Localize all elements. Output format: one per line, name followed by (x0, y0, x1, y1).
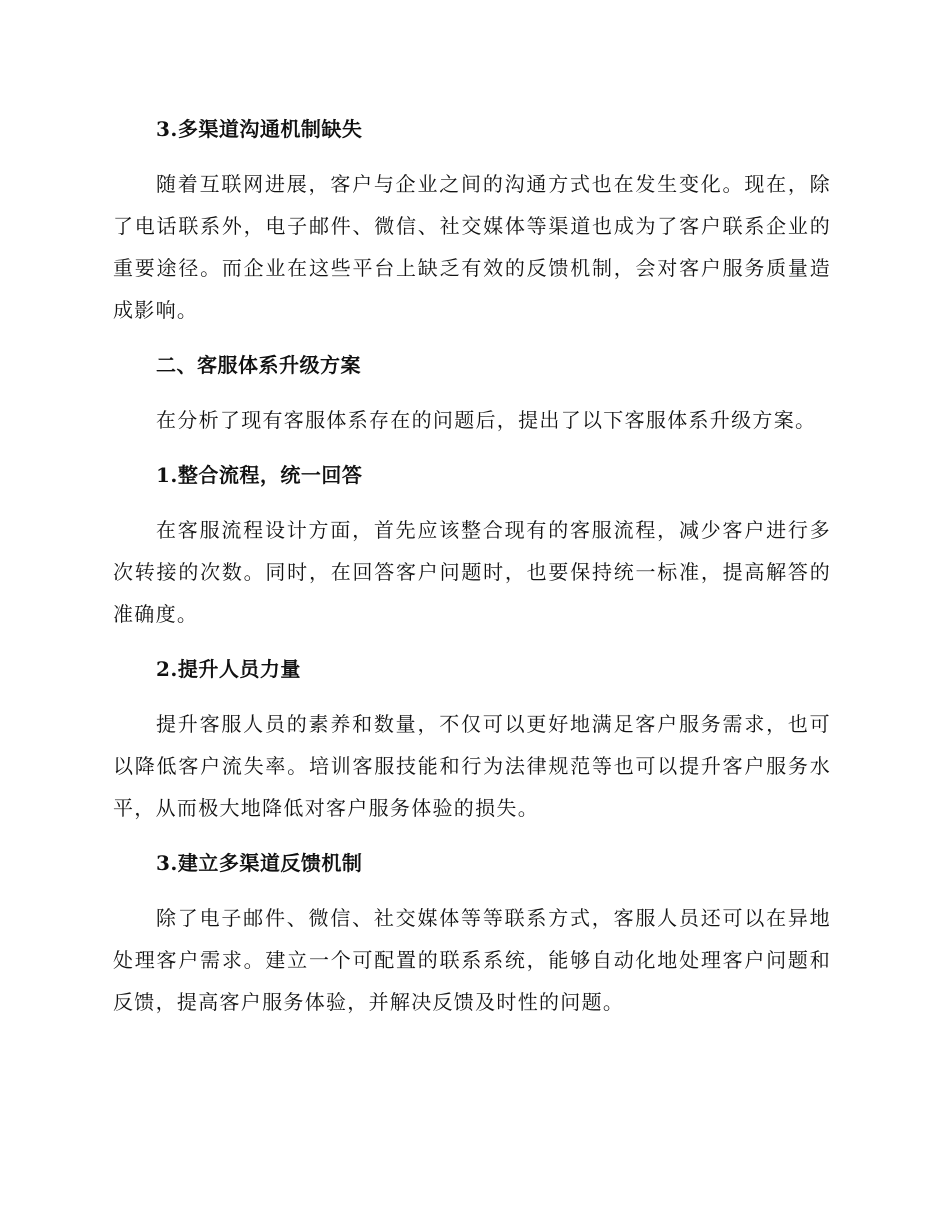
section-heading-staff-strength: 2.提升人员力量 (156, 657, 301, 681)
spacer (113, 829, 831, 842)
spacer (113, 386, 831, 399)
spacer (113, 331, 831, 344)
section-heading-upgrade-plan: 二、客服体系升级方案 (156, 353, 361, 377)
section-paragraph-upgrade-plan: 在分析了现有客服体系存在的问题后，提出了以下客服体系升级方案。 (156, 408, 817, 432)
spacer (113, 690, 831, 703)
section-heading-feedback-mechanism: 3.建立多渠道反馈机制 (156, 851, 363, 875)
section-heading-multichannel-missing: 3.多渠道沟通机制缺失 (156, 117, 363, 141)
document-body (113, 108, 831, 1023)
spacer (113, 441, 831, 454)
section-paragraph-staff-strength: 提升客服人员的素养和数量，不仅可以更好地满足客户服务需求，也可以降低客户流失率。培训客服技能和行为法律规范等也可以提升客户服务水平，从而极大地降低对客户服务体验的损失。 (113, 712, 831, 820)
spacer (113, 150, 831, 163)
section-paragraph-feedback-mechanism: 除了电子邮件、微信、社交媒体等等联系方式，客服人员还可以在异地处理客户需求。建立一个可配置的联系系统，能够自动化地处理客户问题和反馈，提高客户服务体验，并解决反馈及时性的问题。 (113, 906, 831, 1014)
spacer (113, 884, 831, 897)
section-paragraph-multichannel-missing: 随着互联网进展，客户与企业之间的沟通方式也在发生变化。现在，除了电话联系外，电子邮件、微信、社交媒体等渠道也成为了客户联系企业的重要途径。而企业在这些平台上缺乏有效的反馈机制，会对客户服务质量造成影响。 (113, 172, 831, 322)
spacer (113, 635, 831, 648)
spacer (113, 496, 831, 509)
section-heading-integrate-process: 1.整合流程，统一回答 (156, 463, 363, 487)
section-paragraph-integrate-process: 在客服流程设计方面，首先应该整合现有的客服流程，减少客户进行多次转接的次数。同时，在回答客户问题时，也要保持统一标准，提高解答的准确度。 (113, 518, 831, 626)
